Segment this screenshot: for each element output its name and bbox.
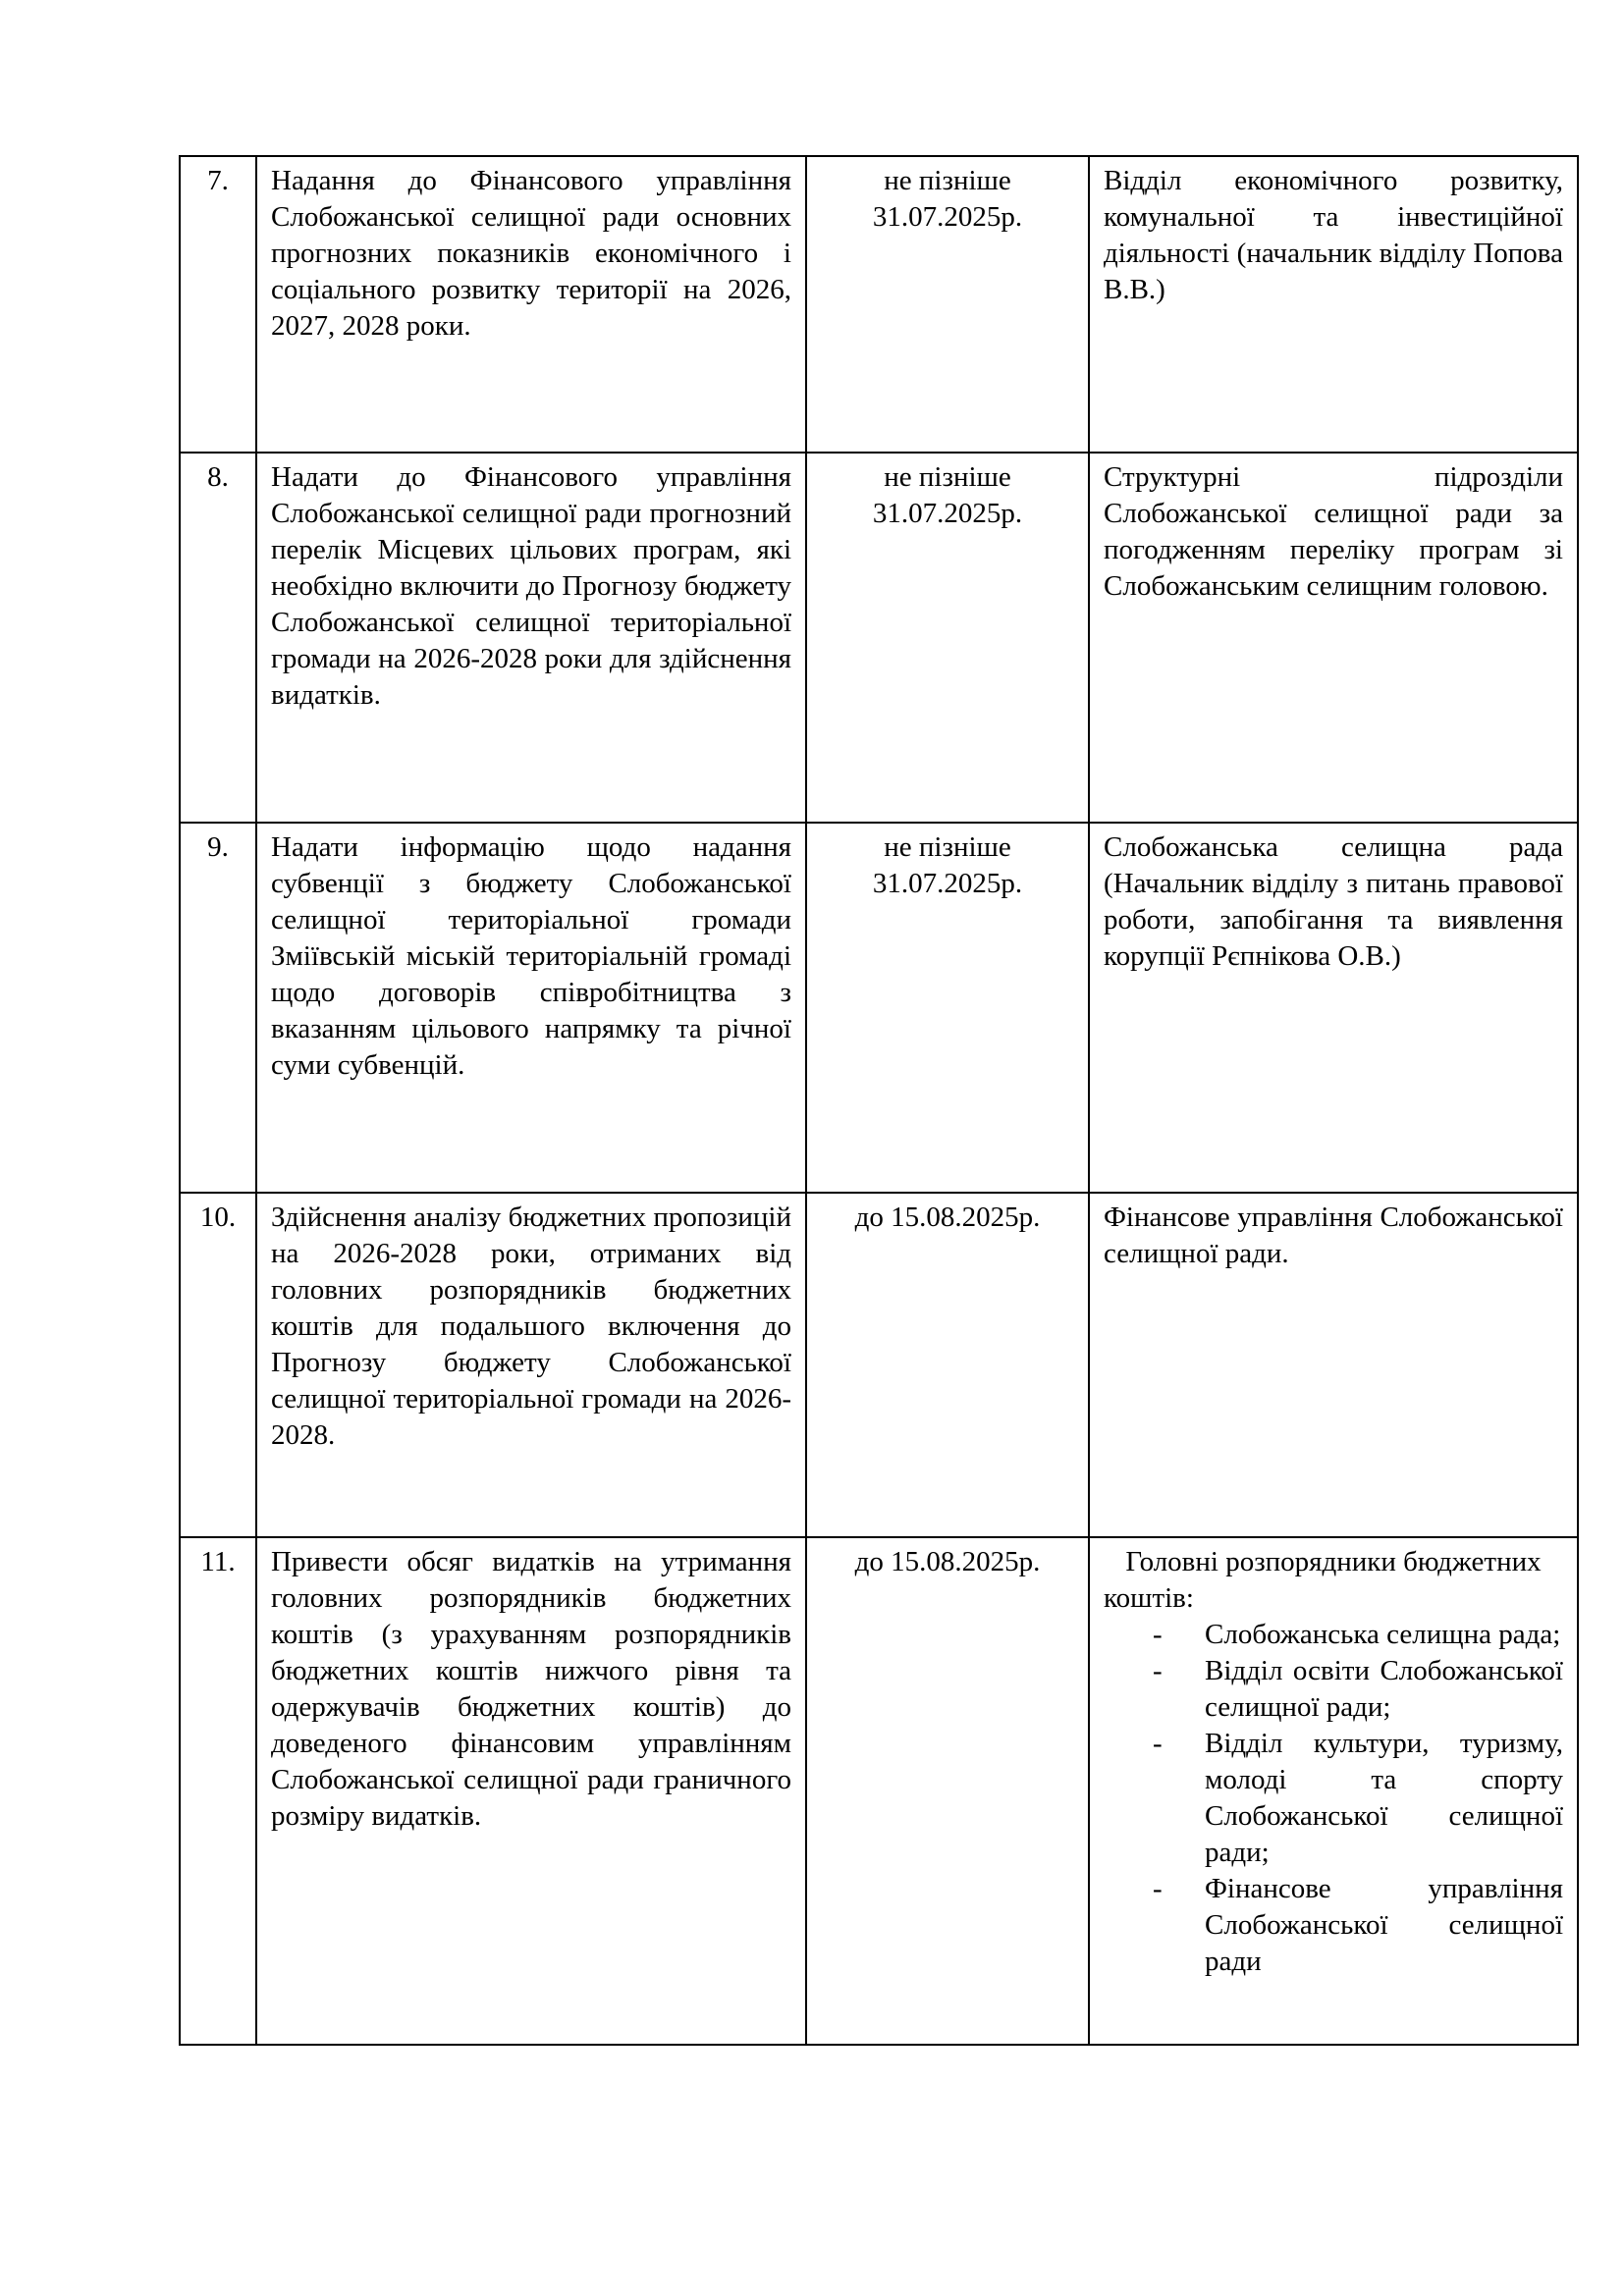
deadline-date: до 15.08.2025р. — [854, 1546, 1041, 1577]
list-marker: - — [1153, 1619, 1163, 1650]
deadline — [806, 1537, 1089, 2045]
list-item-text: Відділ культури, туризму, молоді та спорту Слобожанської селищної ради; — [1205, 1728, 1563, 1868]
deadline-line: не пізніше — [884, 831, 1011, 863]
deadline — [806, 453, 1089, 823]
row-number: 11. — [180, 1537, 256, 2045]
list-marker: - — [1153, 1655, 1163, 1686]
responsible: Відділ економічного розвитку, комунальної та інвестиційної діяльності (начальник відділу Попова В.В.) — [1089, 156, 1578, 453]
row-number: 7. — [180, 156, 256, 453]
deadline-date: 31.07.2025р. — [872, 868, 1023, 899]
list-item-text: Відділ освіти Слобожанської селищної ради; — [1205, 1655, 1563, 1723]
responsible-intro: Головні розпорядники бюджетних коштів: — [1104, 1546, 1542, 1614]
table-row — [180, 1193, 1578, 1537]
deadline-line: не пізніше — [884, 165, 1011, 196]
deadline-date: 31.07.2025р. — [872, 498, 1023, 529]
list-item-text: Фінансове управління Слобожанської селищної ради — [1205, 1873, 1563, 1977]
responsible: Слобожанська селищна рада (Начальник відділу з питань правової роботи, запобігання та виявлення корупції Рєпнікова О.В.) — [1089, 823, 1578, 1193]
responsible-list — [1104, 1617, 1563, 1980]
table-row — [180, 156, 1578, 453]
table-row — [180, 1537, 1578, 2045]
budget-plan-table — [179, 155, 1579, 2046]
list-item — [1104, 1617, 1563, 1653]
deadline-line: не пізніше — [884, 461, 1011, 493]
list-item-text: Слобожанська селищна рада; — [1205, 1619, 1561, 1650]
responsible: Фінансове управління Слобожанської селищної ради. — [1089, 1193, 1578, 1537]
list-item — [1104, 1653, 1563, 1726]
list-marker: - — [1153, 1873, 1163, 1904]
responsible — [1089, 1537, 1578, 2045]
deadline — [806, 156, 1089, 453]
task-description: Здійснення аналізу бюджетних пропозицій на 2026-2028 роки, отриманих від головних розпорядників бюджетних коштів для подальшого включення до Прогнозу бюджету Слобожанської селищної територіальної громади на 2026-2028. — [256, 1193, 806, 1537]
task-description: Надання до Фінансового управління Слобожанської селищної ради основних прогнозних показників економічного і соціального розвитку території на 2026, 2027, 2028 роки. — [256, 156, 806, 453]
table-row — [180, 823, 1578, 1193]
list-item — [1104, 1871, 1563, 1980]
deadline-date: до 15.08.2025р. — [854, 1201, 1041, 1233]
responsible: Структурні підрозділи Слобожанської селищної ради за погодженням переліку програм зі Слобожанським селищним головою. — [1089, 453, 1578, 823]
deadline — [806, 823, 1089, 1193]
task-description: Привести обсяг видатків на утримання головних розпорядників бюджетних коштів (з урахуванням розпорядників бюджетних коштів нижчого рівня та одержувачів бюджетних коштів) до доведеного фінансовим управлінням Слобожанської селищної ради граничного розміру видатків. — [256, 1537, 806, 2045]
row-number: 8. — [180, 453, 256, 823]
list-marker: - — [1153, 1728, 1163, 1759]
deadline — [806, 1193, 1089, 1537]
table-row — [180, 453, 1578, 823]
list-item — [1104, 1726, 1563, 1871]
task-description: Надати інформацію щодо надання субвенції з бюджету Слобожанської селищної територіальної громади Зміївській міській територіальній громаді щодо договорів співробітництва з вказанням цільового напрямку та річної суми субвенцій. — [256, 823, 806, 1193]
deadline-date: 31.07.2025р. — [872, 201, 1023, 233]
row-number: 10. — [180, 1193, 256, 1537]
row-number: 9. — [180, 823, 256, 1193]
task-description: Надати до Фінансового управління Слобожанської селищної ради прогнозний перелік Місцевих цільових програм, які необхідно включити до Прогнозу бюджету Слобожанської селищної територіальної громади на 2026-2028 роки для здійснення видатків. — [256, 453, 806, 823]
